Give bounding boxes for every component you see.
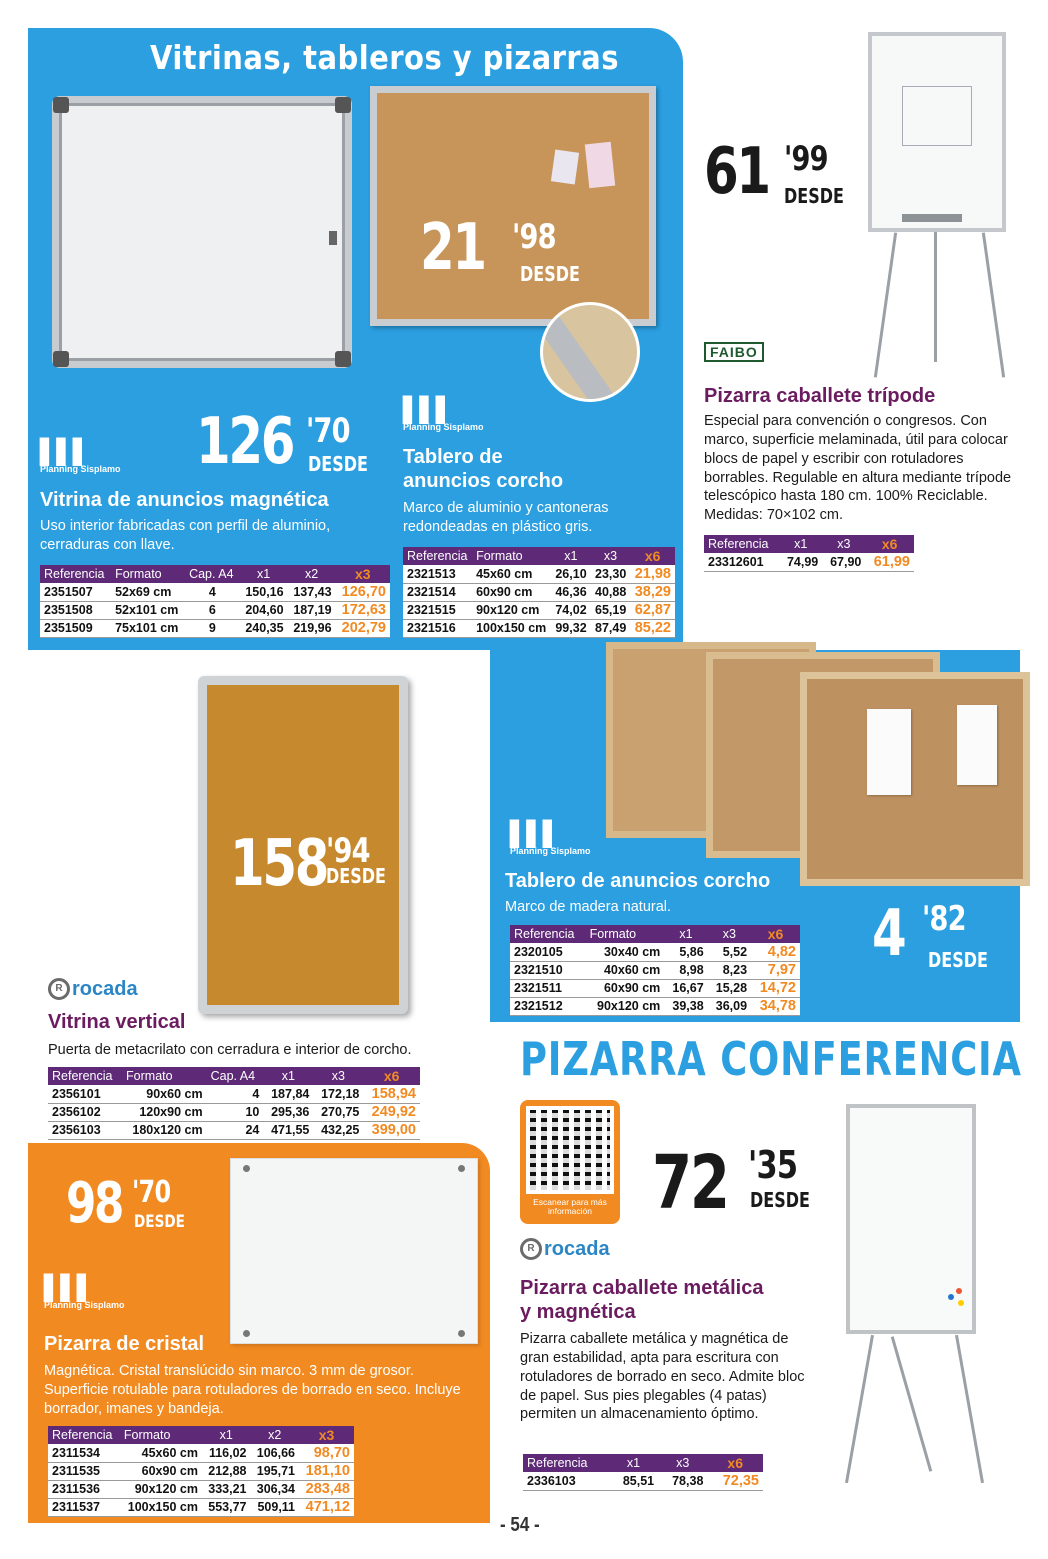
- tripod-leg-center: [934, 232, 937, 362]
- table-row: 2311536 90x120 cm 333,21 306,34 283,48: [48, 1480, 354, 1498]
- pizarra-cristal-title: Pizarra de cristal: [44, 1333, 205, 1355]
- table-row: 2321510 40x60 cm 8,98 8,23 7,97: [510, 961, 800, 979]
- planning-logo-icon: ▌▌▌: [44, 1274, 94, 1302]
- faibo-brand: FAIBO: [704, 344, 764, 362]
- planning-brand-2: ▌▌▌ Planning Sisplamo: [403, 396, 484, 432]
- cork-corner-detail-image: [540, 302, 640, 402]
- vitrina-magnetica-desc: Uso interior fabricadas con perfil de aluminio, cerraduras con llave.: [40, 518, 331, 553]
- tablero-corcho-image: [370, 86, 656, 326]
- vitrina-magnetica-table: Referencia Formato Cap. A4 x1 x2 x3 2351507 52x69 cm 4 150,16 137,43 126,70 2351508 52x101 cm 6 204,60 187,19 172,63 2351509 75x101 cm 9 240,35 219,96 202,79: [40, 565, 390, 638]
- table-row: 2321511 60x90 cm 16,67 15,28 14,72: [510, 979, 800, 997]
- vitrina-magnetica-image: [52, 96, 352, 368]
- rocada-brand-2: R rocada: [520, 1238, 610, 1261]
- page-title: Vitrinas, tableros y pizarras: [150, 38, 619, 77]
- easel-leg-3: [955, 1335, 984, 1483]
- rocada-brand-1: R rocada: [48, 978, 138, 1001]
- vitrina-magnetica-title: Vitrina de anuncios magnética: [40, 489, 329, 511]
- tripod-leg-right: [982, 233, 1005, 378]
- table-row: 2351508 52x101 cm 6 204,60 187,19 172,63: [40, 601, 390, 619]
- tablero-madera-table: Referencia Formato x1 x3 x6 2320105 30x40 cm 5,86 5,52 4,82 2321510 40x60 cm 8,98 8,23 7,97 2321511 60x90 cm 16,67 15,28 14,72 2321512 90x120 cm 39,38 36,09 34,78: [510, 925, 800, 1016]
- price-pizarra-tripode: 61 '99 DESDE: [704, 135, 844, 209]
- qr-code-icon: [526, 1106, 614, 1194]
- table-row: 2356101 90x60 cm 4 187,84 172,18 158,94: [48, 1085, 420, 1103]
- planning-logo-icon: ▌▌▌: [510, 820, 560, 848]
- pizarra-tripode-table: Referencia x1 x3 x6 23312601 74,99 67,90 61,99: [704, 535, 914, 572]
- rocada-logo-icon: R: [48, 978, 70, 1000]
- planning-brand-1: ▌▌▌ Planning Sisplamo: [40, 438, 121, 474]
- planning-logo-icon: ▌▌▌: [40, 438, 90, 466]
- qr-label: Escanear para más información: [533, 1197, 607, 1217]
- price-pizarra-cristal: 98 '70 DESDE: [66, 1171, 185, 1236]
- table-row: 2356102 120x90 cm 10 295,36 270,75 249,92: [48, 1103, 420, 1121]
- table-row: 23312601 74,99 67,90 61,99: [704, 553, 914, 571]
- pizarra-cristal-table: Referencia Formato x1 x2 x3 2311534 45x60 cm 116,02 106,66 98,70 2311535 60x90 cm 212,88 195,71 181,10 2311536 90x120 cm 333,21 306,34 283,48 2311537 100x150 cm 553,77 509,11 471,12: [48, 1426, 354, 1517]
- pizarra-cristal-desc: Magnética. Cristal translúcido sin marco. 3 mm de grosor. Superficie rotulable para rotuladores de borrado en seco. Incluye borrador, imanes y bandeja.: [44, 1363, 461, 1417]
- price-tablero-madera: 4 '82 DESDE: [872, 897, 988, 972]
- tablero-aluminio-title: Tablero de anuncios corcho: [403, 446, 564, 492]
- table-row: 2321514 60x90 cm 46,36 40,88 38,29: [403, 583, 675, 601]
- table-row: 2336103 85,51 78,38 72,35: [523, 1472, 763, 1490]
- pizarra-tripode-desc: Especial para convención o congresos. Con marco, superficie melaminada, útil para colocar blocs de papel y escribir con rotuladores borrables. Regulable en altura mediante trípode telescópico hasta 180 cm. 100% Reciclable. Medidas: 70×102 cm.: [704, 413, 1012, 524]
- tablero-aluminio-table: Referencia Formato x1 x3 x6 2321513 45x60 cm 26,10 23,30 21,98 2321514 60x90 cm 46,36 40,88 38,29 2321515 90x120 cm 74,02 65,19 62,87 2321516 100x150 cm 99,32 87,49 85,22: [403, 547, 675, 638]
- table-row: 2321512 90x120 cm 39,38 36,09 34,78: [510, 997, 800, 1015]
- table-row: 2311534 45x60 cm 116,02 106,66 98,70: [48, 1444, 354, 1462]
- price-vitrina-vertical: 158 '94 DESDE: [230, 827, 386, 901]
- tablero-madera-desc: Marco de madera natural.: [505, 899, 672, 915]
- table-row: 2320105 30x40 cm 5,86 5,52 4,82: [510, 943, 800, 961]
- price-vitrina-magnetica: 126 '70 DESDE: [196, 405, 368, 479]
- pizarra-tripode-image: [868, 32, 1006, 232]
- vitrina-vertical-title: Vitrina vertical: [48, 1011, 186, 1033]
- cork-board-image-3: [800, 672, 1030, 886]
- table-row: 2356103 180x120 cm 24 471,55 432,25 399,00: [48, 1121, 420, 1139]
- rocada-logo-icon: R: [520, 1238, 542, 1260]
- tablero-madera-title: Tablero de anuncios corcho: [505, 870, 771, 892]
- pizarra-metalica-desc: Pizarra caballete metálica y magnética de gran estabilidad, apta para escritura con rotuladores de borrado en seco. Admite bloc de papel. Sus pies plegables (4 patas) permiten un almacenamiento óptimo.: [520, 1331, 805, 1423]
- table-row: 2351507 52x69 cm 4 150,16 137,43 126,70: [40, 583, 390, 601]
- table-row: 2351509 75x101 cm 9 240,35 219,96 202,79: [40, 619, 390, 637]
- price-tablero-aluminio: 21 '98 DESDE: [420, 211, 580, 286]
- tablero-aluminio-desc: Marco de aluminio y cantoneras redondeadas en plástico gris.: [403, 500, 609, 535]
- planning-logo-icon: ▌▌▌: [403, 396, 453, 424]
- pizarra-metalica-title: Pizarra caballete metálica y magnética: [520, 1277, 764, 1323]
- conferencia-title: PIZARRA CONFERENCIA: [520, 1032, 1022, 1086]
- page-number: - 54 -: [500, 1514, 540, 1536]
- table-row: 2311535 60x90 cm 212,88 195,71 181,10: [48, 1462, 354, 1480]
- tripod-leg-left: [874, 233, 897, 378]
- table-row: 2321513 45x60 cm 26,10 23,30 21,98: [403, 565, 675, 583]
- vitrina-vertical-desc: Puerta de metacrilato con cerradura e interior de corcho.: [48, 1042, 412, 1058]
- vitrina-vertical-table: Referencia Formato Cap. A4 x1 x3 x6 2356101 90x60 cm 4 187,84 172,18 158,94 2356102 120x90 cm 10 295,36 270,75 249,92 2356103 180x120 cm 24 471,55 432,25 399,00: [48, 1067, 420, 1140]
- pizarra-tripode-title: Pizarra caballete trípode: [704, 385, 936, 407]
- pizarra-cristal-image: [230, 1158, 478, 1344]
- qr-code-box[interactable]: [520, 1100, 620, 1224]
- price-pizarra-metalica: 72 '35 DESDE: [652, 1140, 810, 1226]
- pizarra-metalica-table: Referencia x1 x3 x6 2336103 85,51 78,38 72,35: [523, 1454, 763, 1491]
- planning-brand-3: ▌▌▌ Planning Sisplamo: [510, 820, 591, 856]
- table-row: 2311537 100x150 cm 553,77 509,11 471,12: [48, 1498, 354, 1516]
- pizarra-metalica-image: [846, 1104, 976, 1334]
- easel-leg-2: [891, 1336, 932, 1471]
- table-row: 2321516 100x150 cm 99,32 87,49 85,22: [403, 619, 675, 637]
- planning-brand-4: ▌▌▌ Planning Sisplamo: [44, 1274, 125, 1310]
- easel-leg-1: [845, 1335, 874, 1483]
- table-row: 2321515 90x120 cm 74,02 65,19 62,87: [403, 601, 675, 619]
